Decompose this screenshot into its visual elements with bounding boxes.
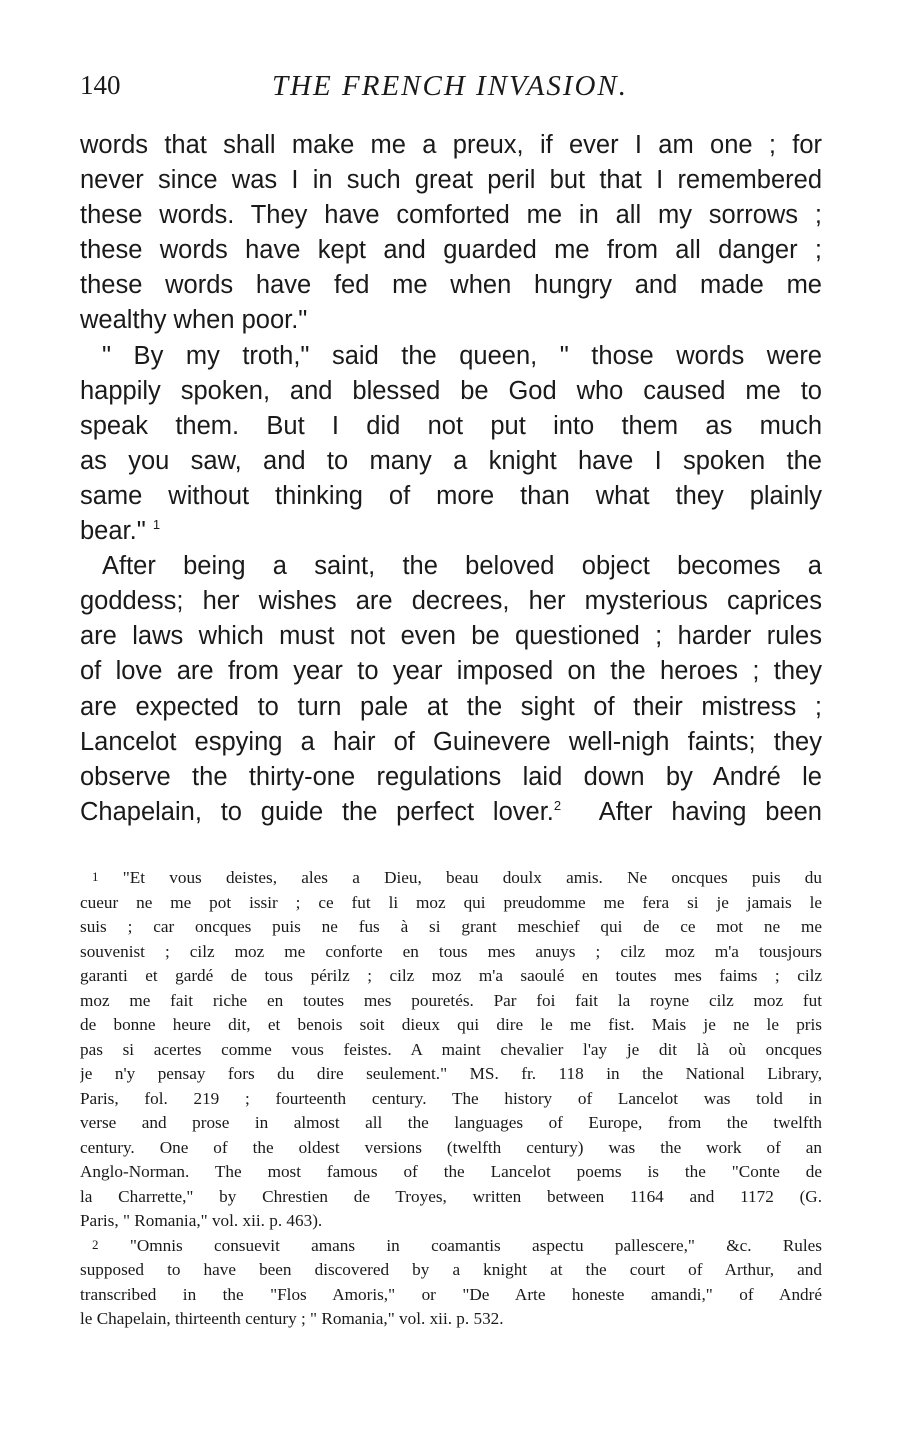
footnotes: [80, 866, 822, 1332]
footnote-line: la Charrette," by Chrestien de Troyes, written between 1164 and 1172 (G.: [80, 1186, 822, 1206]
footnote-line: le Chapelain, thirteenth century ; " Romania," vol. xii. p. 532.: [80, 1309, 504, 1328]
body-line: same without thinking of more than what they plainly: [80, 481, 822, 510]
footnote-line: century. One of the oldest versions (twelfth century) was the work of an: [80, 1137, 822, 1157]
footnote-line: supposed to have been discovered by a knight at the court of Arthur, and: [80, 1260, 822, 1279]
body-line: never since was I in such great peril but that I remembered: [80, 166, 822, 195]
running-title: THE FRENCH INVASION.: [271, 70, 629, 102]
footnote-line: garanti et gardé de tous périlz ; cilz moz m'a saoulé en toutes mes faims ; cilz: [80, 966, 822, 985]
body-line: words that shall make me a preux, if ever I am one ; for: [80, 131, 822, 159]
body-line: goddess; her wishes are decrees, her mysterious caprices: [80, 587, 822, 616]
body-line: " By my troth," said the queen, " those words were: [102, 341, 822, 370]
body-line: these words. They have comforted me in all my sorrows ;: [80, 201, 822, 230]
footnote-line: pas si acertes comme vous feistes. A maint chevalier l'ay je dit là où oncques: [80, 1039, 822, 1059]
body-line: happily spoken, and blessed be God who caused me to: [80, 376, 822, 405]
footnote-ref-1: 1: [152, 517, 161, 533]
footnote-line: $^1$ "Et vous deistes, ales a Dieu, beau doulx amis. Ne oncques puis du: [92, 868, 822, 887]
page-number: 140: [80, 70, 121, 100]
body-text: [80, 128, 822, 830]
body-line: these words have kept and guarded me from all danger ;: [80, 236, 822, 265]
footnote-line: moz me fait riche en toutes mes pouretés. Par foi fait la royne cilz moz fut: [80, 990, 822, 1010]
body-line: these words have fed me when hungry and made me: [80, 271, 822, 300]
page-header: [80, 70, 820, 110]
body-line: After being a saint, the beloved object becomes a: [102, 552, 822, 581]
footnote-2: [80, 1234, 822, 1332]
body-line: bear." $^1$: [80, 517, 161, 546]
footnote-line: je n'y pensay fors du dire seulement." MS. fr. 118 in the National Library,: [80, 1064, 822, 1083]
body-line: are expected to turn pale at the sight of their mistress ;: [80, 692, 822, 721]
footnote-line: cueur ne me pot issir ; ce fut li moz qui preudomme me fera si je jamais le: [80, 892, 822, 912]
body-line: are laws which must not even be questioned ; harder rules: [80, 622, 822, 651]
footnote-line: Paris, " Romania," vol. xii. p. 463).: [80, 1211, 323, 1230]
footnote-line: suis ; car oncques puis ne fus à si grant meschief qui de ce mot ne me: [80, 917, 822, 936]
footnote-mark: 2: [92, 1236, 99, 1252]
footnote-line: $^2$ "Omnis consuevit amans in coamantis aspectu pallescere," &c. Rules: [92, 1235, 822, 1255]
footnote-line: Paris, fol. 219 ; fourteenth century. The history of Lancelot was told in: [80, 1088, 822, 1108]
body-line: observe the thirty-one regulations laid down by André le: [80, 762, 822, 791]
body-line: speak them. But I did not put into them as much: [80, 411, 822, 440]
footnote-line: transcribed in the "Flos Amoris," or "De Arte honeste amandi," of André: [80, 1284, 822, 1304]
body-line: Lancelot espying a hair of Guinevere well-nigh faints; they: [80, 727, 822, 756]
footnote-line: de bonne heure dit, et benois soit dieux qui dire le me fist. Mais je ne le pris: [80, 1015, 822, 1034]
footnote-1: [80, 866, 822, 1234]
footnote-mark: 1: [92, 869, 99, 884]
body-line: of love are from year to year imposed on the heroes ; they: [80, 657, 822, 686]
body-line: as you saw, and to many a knight have I spoken the: [80, 446, 822, 475]
body-line: wealthy when poor.": [80, 306, 308, 335]
footnote-line: Anglo-Norman. The most famous of the Lancelot poems is the "Conte de: [80, 1162, 822, 1181]
footnote-line: souvenist ; cilz moz me conforte en tous mes anuys ; cilz moz m'a tousjours: [80, 941, 822, 961]
footnote-ref-2: 2: [553, 797, 562, 813]
footnote-line: verse and prose in almost all the languages of Europe, from the twelfth: [80, 1113, 822, 1132]
body-line: Chapelain, to guide the perfect lover.$^2$ After having been: [80, 797, 822, 826]
